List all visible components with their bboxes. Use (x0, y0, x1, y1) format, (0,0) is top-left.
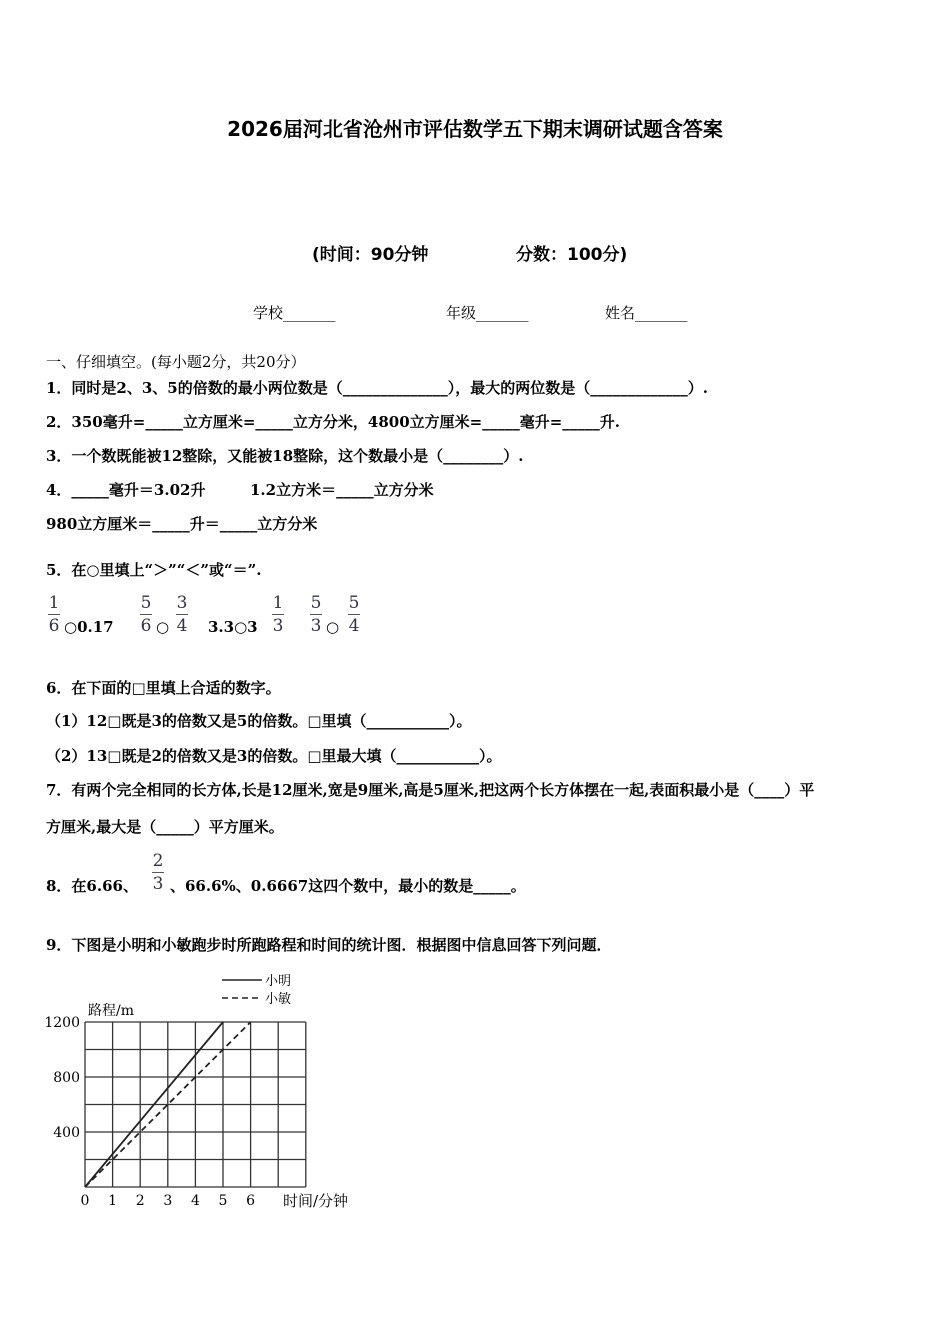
question-7-cont: 方厘米,最大是（_____）平方厘米。 (46, 818, 284, 836)
exam-score: 分数：100分) (516, 245, 628, 265)
x-tick-label: 1 (108, 1193, 118, 1209)
question-1: 1．同时是2、3、5的倍数的最小两位数是（______________），最大的两位数是（_____________）. (46, 379, 708, 397)
y-tick-label: 1200 (44, 1015, 80, 1031)
name-field: 姓名_______ (605, 304, 688, 322)
grade-field: 年级_______ (446, 304, 529, 322)
y-axis-label: 路程/m (88, 1003, 134, 1019)
question-6: 6．在下面的□里填上合适的数字。 (46, 679, 281, 697)
fraction: 5 6 (140, 593, 152, 636)
x-tick-label: 6 (246, 1193, 256, 1209)
section-heading: 一、仔细填空。(每小题2分，共20分） (46, 353, 306, 371)
y-tick-label: 800 (53, 1070, 80, 1086)
x-tick-label: 0 (80, 1193, 90, 1209)
question-4b: 1.2立方米＝_____立方分米 (250, 481, 434, 499)
question-6-2: （2）13□既是2的倍数又是3的倍数。□里最大填（___________）。 (46, 747, 502, 765)
question-3: 3．一个数既能被12整除，又能被18整除，这个数最小是（________）. (46, 447, 524, 465)
question-2: 2．350毫升=_____立方厘米=_____立方分米，4800立方厘米=_____毫升=_____升. (46, 413, 620, 431)
question-4c: 980立方厘米＝_____升＝_____立方分米 (46, 515, 318, 533)
compare-circle: ○ (326, 618, 340, 636)
y-tick-label: 400 (53, 1125, 80, 1141)
x-tick-label: 4 (190, 1193, 200, 1209)
fraction: 3 4 (176, 593, 188, 636)
question-7: 7．有两个完全相同的长方体,长是12厘米,宽是9厘米,高是5厘米,把这两个长方体摆在一起,表面积最小是（____）平 (46, 781, 815, 799)
exam-time: (时间：90分钟 (312, 245, 429, 265)
x-axis-label: 时间/分钟 (283, 1192, 349, 1210)
question-8: 8．在6.66、 (46, 877, 138, 895)
compare-circle: ○ (156, 618, 170, 636)
fraction: 1 3 (272, 593, 284, 636)
compare-text: 3.3○3 (208, 618, 258, 636)
x-tick-label: 5 (218, 1193, 228, 1209)
fraction: 5 4 (348, 593, 360, 636)
question-6-1: （1）12□既是3的倍数又是5的倍数。□里填（___________）。 (46, 712, 472, 730)
question-8-cont: 、66.6%、0.6667这四个数中，最小的数是_____。 (170, 877, 526, 895)
fraction: 2 3 (152, 851, 164, 894)
x-tick-label: 3 (163, 1193, 173, 1209)
x-tick-label: 2 (135, 1193, 145, 1209)
fraction: 1 6 (48, 593, 60, 636)
compare-text: ○0.17 (64, 618, 114, 636)
question-5: 5．在○里填上“＞”“＜”或“＝”. (46, 561, 262, 579)
page-title: 2026届河北省沧州市评估数学五下期末调研试题含答案 (227, 117, 723, 141)
question-4a: 4．_____毫升＝3.02升 (46, 481, 206, 499)
legend-label: 小明 (265, 974, 292, 989)
legend-label: 小敏 (265, 992, 292, 1007)
school-field: 学校_______ (253, 304, 336, 322)
question-9: 9．下图是小明和小敏跑步时所跑路程和时间的统计图．根据图中信息回答下列问题． (46, 936, 612, 954)
fraction: 5 3 (310, 593, 322, 636)
